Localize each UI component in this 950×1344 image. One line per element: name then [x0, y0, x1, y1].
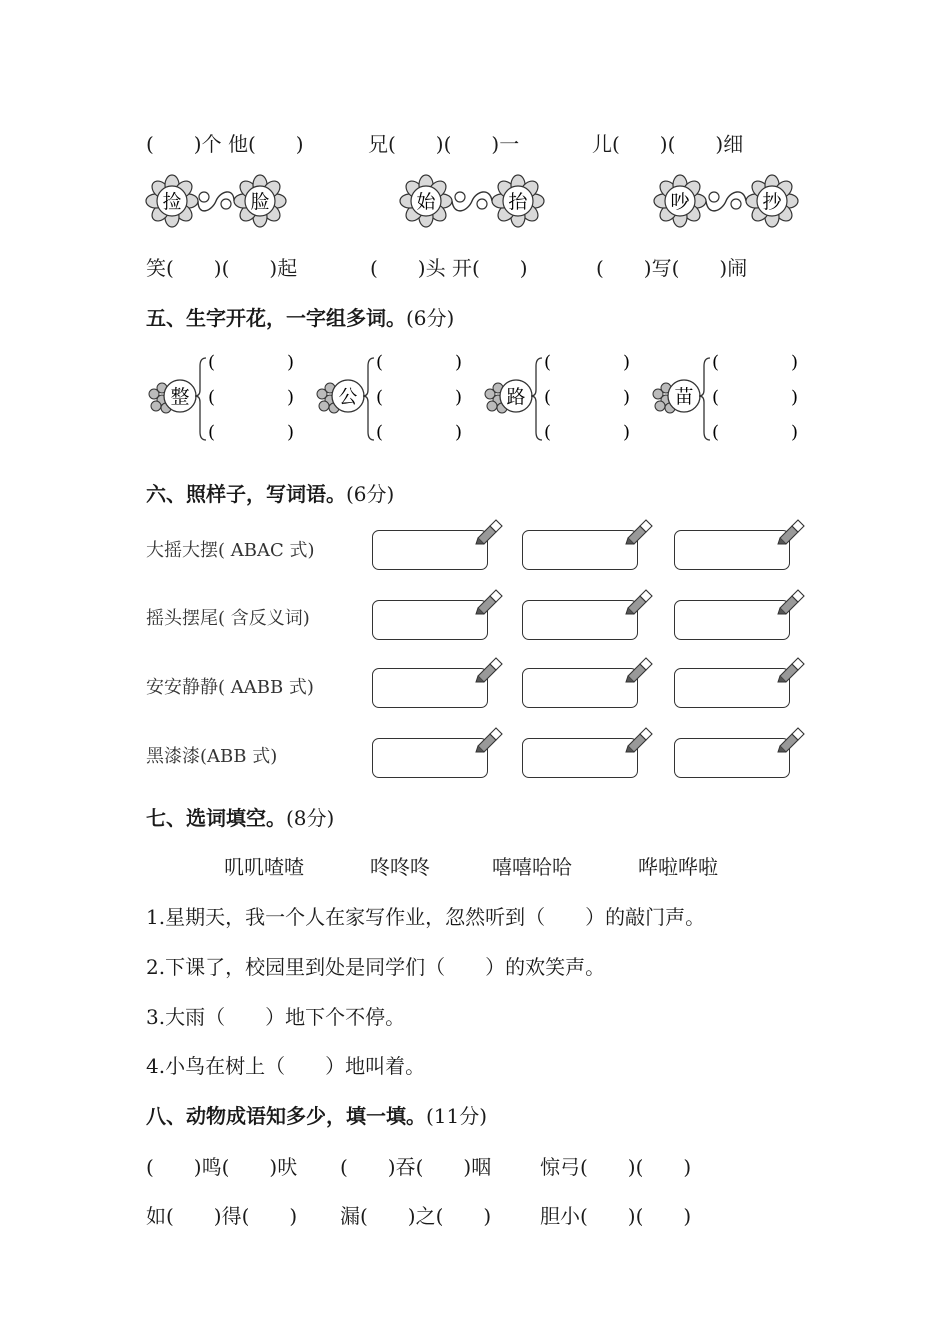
answer-paren: ( ) — [376, 387, 463, 408]
section-title: 八、动物成语知多少，填一填。 — [146, 1104, 426, 1128]
pencil-icon — [624, 724, 654, 758]
fill-sentence: 2.下课了，校园里到处是同学们（ ）的欢笑声。 — [146, 955, 606, 979]
pencil-icon — [474, 654, 504, 688]
flower-char: 始 — [416, 191, 436, 213]
vine-curl — [731, 199, 741, 209]
choice-word: 哗啦哗啦 — [638, 855, 718, 879]
brace — [531, 358, 542, 440]
idiom-item: 胆小( )( ) — [540, 1204, 692, 1228]
bloom — [146, 352, 316, 448]
answer-box[interactable] — [674, 738, 790, 778]
answer-box[interactable] — [674, 530, 790, 570]
idiom-item: ( )吞( )咽 — [340, 1155, 492, 1179]
vine-curl — [477, 199, 487, 209]
pencil-icon — [776, 724, 806, 758]
flower — [400, 175, 452, 227]
idiom-item: 兄( )( )一 — [368, 132, 520, 156]
fill-sentence: 3.大雨（ ）地下个不停。 — [146, 1005, 406, 1029]
section-title: 五、生字开花，一字组多词。 — [146, 306, 406, 330]
section-title: 六、照样子，写词语。 — [146, 482, 346, 506]
bloom-char: 公 — [338, 386, 358, 408]
berry — [151, 401, 161, 411]
answer-paren: ( ) — [208, 387, 295, 408]
answer-box[interactable] — [372, 738, 488, 778]
fill-sentence: 4.小鸟在树上（ ）地叫着。 — [146, 1054, 426, 1078]
vine-curl — [709, 192, 719, 202]
bloom-char: 苗 — [674, 386, 694, 408]
brace — [363, 358, 374, 440]
section-heading — [146, 478, 394, 507]
section-score: (6分) — [346, 482, 395, 506]
idiom-item: 如( )得( ) — [146, 1204, 298, 1228]
flower — [234, 175, 286, 227]
berry — [655, 401, 665, 411]
answer-box[interactable] — [674, 668, 790, 708]
bloom — [650, 352, 820, 448]
idiom-item: ( )头 开( ) — [370, 256, 528, 280]
answer-paren: ( ) — [712, 422, 799, 443]
flower-pairs — [0, 168, 950, 238]
pencil-icon — [776, 586, 806, 620]
idiom-item: 儿( )( )细 — [592, 132, 744, 156]
fill-sentence: 1.星期天，我一个人在家写作业，忽然听到（ ）的敲门声。 — [146, 905, 706, 929]
brace — [195, 358, 206, 440]
answer-paren: ( ) — [208, 352, 295, 373]
idiom-item: ( )写( )闹 — [596, 256, 748, 280]
answer-paren: ( ) — [544, 352, 631, 373]
flower — [492, 175, 544, 227]
flower — [654, 175, 706, 227]
idiom-item: ( )鸣( )吠 — [146, 1155, 298, 1179]
model-word: 大摇大摆( ABAC 式) — [146, 540, 315, 561]
vine-curl — [455, 192, 465, 202]
berry — [319, 401, 329, 411]
section-score: (11分) — [426, 1104, 488, 1128]
brace — [699, 358, 710, 440]
vine-curl — [199, 192, 209, 202]
pencil-icon — [624, 654, 654, 688]
berry — [487, 401, 497, 411]
answer-box[interactable] — [674, 600, 790, 640]
model-word: 摇头摆尾( 含反义词) — [146, 608, 310, 629]
section-score: (6分) — [406, 306, 455, 330]
pencil-icon — [474, 724, 504, 758]
pencil-icon — [474, 516, 504, 550]
section-heading — [146, 802, 334, 831]
section-heading — [146, 1100, 487, 1129]
answer-paren: ( ) — [544, 422, 631, 443]
answer-box[interactable] — [522, 600, 638, 640]
bloom-char: 路 — [506, 386, 526, 408]
pencil-icon — [624, 586, 654, 620]
answer-box[interactable] — [522, 738, 638, 778]
answer-paren: ( ) — [712, 352, 799, 373]
bloom — [314, 352, 484, 448]
pencil-icon — [624, 516, 654, 550]
choice-word: 嘻嘻哈哈 — [492, 855, 572, 879]
choice-word: 叽叽喳喳 — [224, 855, 304, 879]
pencil-icon — [474, 586, 504, 620]
answer-paren: ( ) — [712, 387, 799, 408]
idiom-item: 笑( )( )起 — [146, 256, 298, 280]
section-score: (8分) — [286, 806, 335, 830]
pencil-icon — [776, 654, 806, 688]
idiom-item: 漏( )之( ) — [340, 1204, 492, 1228]
model-word: 安安静静( AABB 式) — [146, 677, 314, 698]
flower — [746, 175, 798, 227]
answer-box[interactable] — [522, 668, 638, 708]
answer-paren: ( ) — [208, 422, 295, 443]
answer-box[interactable] — [372, 530, 488, 570]
answer-box[interactable] — [372, 600, 488, 640]
flower-char: 抄 — [762, 191, 782, 213]
vine-curl — [221, 199, 231, 209]
choice-word: 咚咚咚 — [370, 855, 430, 879]
answer-paren: ( ) — [376, 422, 463, 443]
flower-char: 吵 — [670, 191, 690, 213]
model-word: 黑漆漆(ABB 式) — [146, 746, 278, 767]
flower-char: 抬 — [508, 191, 528, 213]
idiom-item: 惊弓( )( ) — [540, 1155, 692, 1179]
section-heading — [146, 302, 454, 331]
answer-box[interactable] — [522, 530, 638, 570]
flower — [146, 175, 198, 227]
answer-box[interactable] — [372, 668, 488, 708]
section-title: 七、选词填空。 — [146, 806, 286, 830]
answer-paren: ( ) — [376, 352, 463, 373]
bloom — [482, 352, 652, 448]
flower-char: 捡 — [162, 191, 182, 213]
pencil-icon — [776, 516, 806, 550]
answer-paren: ( ) — [544, 387, 631, 408]
idiom-item: ( )个 他( ) — [146, 132, 304, 156]
bloom-char: 整 — [170, 386, 190, 408]
flower-char: 脸 — [250, 191, 270, 213]
